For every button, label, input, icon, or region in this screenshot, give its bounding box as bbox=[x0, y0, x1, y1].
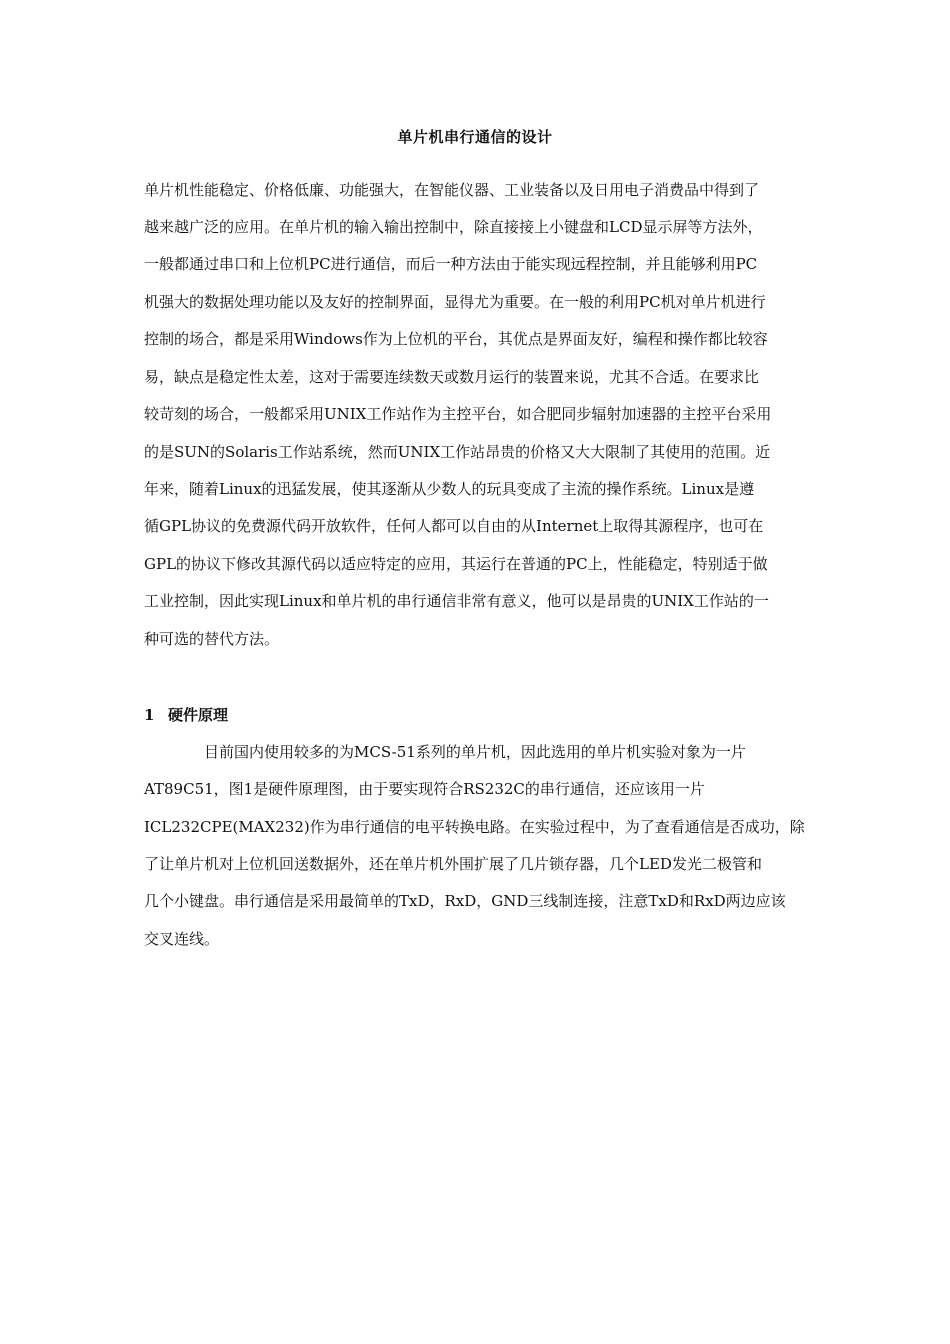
intro-line: 循GPL协议的免费源代码开放软件，任何人都可以自由的从Internet上取得其源程序，也可在 bbox=[144, 517, 764, 535]
intro-line: 种可选的替代方法。 bbox=[144, 630, 280, 648]
section-title: 硬件原理 bbox=[168, 706, 229, 724]
intro-line: 易，缺点是稳定性太差，这对于需要连续数天或数月运行的装置来说，尤其不合适。在要求比 bbox=[144, 368, 760, 386]
intro-line: 年来，随着Linux的迅猛发展，使其逐渐从少数人的玩具变成了主流的操作系统。Linux是遵 bbox=[144, 480, 755, 498]
section-line: AT89C51，图1是硬件原理图，由于要实现符合RS232C的串行通信，还应该用一片 bbox=[144, 780, 705, 798]
intro-line: 较苛刻的场合，一般都采用UNIX工作站作为主控平台，如合肥同步辐射加速器的主控平台采用 bbox=[144, 405, 772, 423]
intro-line: 单片机性能稳定、价格低廉、功能强大，在智能仪器、工业装备以及日用电子消费品中得到了 bbox=[144, 181, 760, 199]
section-number: 1 bbox=[144, 706, 155, 724]
intro-line: 一般都通过串口和上位机PC进行通信，而后一种方法由于能实现远程控制，并且能够利用PC bbox=[144, 255, 758, 273]
section-line: 交叉连线。 bbox=[144, 930, 220, 948]
intro-line: GPL的协议下修改其源代码以适应特定的应用，其运行在普通的PC上，性能稳定，特别适于做 bbox=[144, 555, 768, 573]
document-title: 单片机串行通信的设计 bbox=[397, 128, 553, 146]
intro-line: 机强大的数据处理功能以及友好的控制界面，显得尤为重要。在一般的利用PC机对单片机进行 bbox=[144, 293, 766, 311]
intro-line: 工业控制，因此实现Linux和单片机的串行通信非常有意义，他可以是昂贵的UNIX工作站的一 bbox=[144, 592, 769, 610]
intro-line: 越来越广泛的应用。在单片机的输入输出控制中，除直接接上小键盘和LCD显示屏等方法外， bbox=[144, 218, 763, 236]
section-heading bbox=[144, 704, 228, 725]
section-line: 了让单片机对上位机回送数据外，还在单片机外围扩展了几片锁存器，几个LED发光二极管和 bbox=[144, 855, 762, 873]
section-line: 目前国内使用较多的为MCS-51系列的单片机，因此选用的单片机实验对象为一片 bbox=[204, 743, 746, 761]
intro-line: 的是SUN的Solaris工作站系统，然而UNIX工作站昂贵的价格又大大限制了其使用的范围。近 bbox=[144, 443, 771, 461]
section-line: ICL232CPE(MAX232)作为串行通信的电平转换电路。在实验过程中，为了查看通信是否成功，除 bbox=[144, 818, 805, 836]
section-line: 几个小键盘。串行通信是采用最简单的TxD，RxD，GND三线制连接，注意TxD和RxD两边应该 bbox=[144, 892, 786, 910]
intro-line: 控制的场合，都是采用Windows作为上位机的平台，其优点是界面友好，编程和操作都比较容 bbox=[144, 330, 768, 348]
